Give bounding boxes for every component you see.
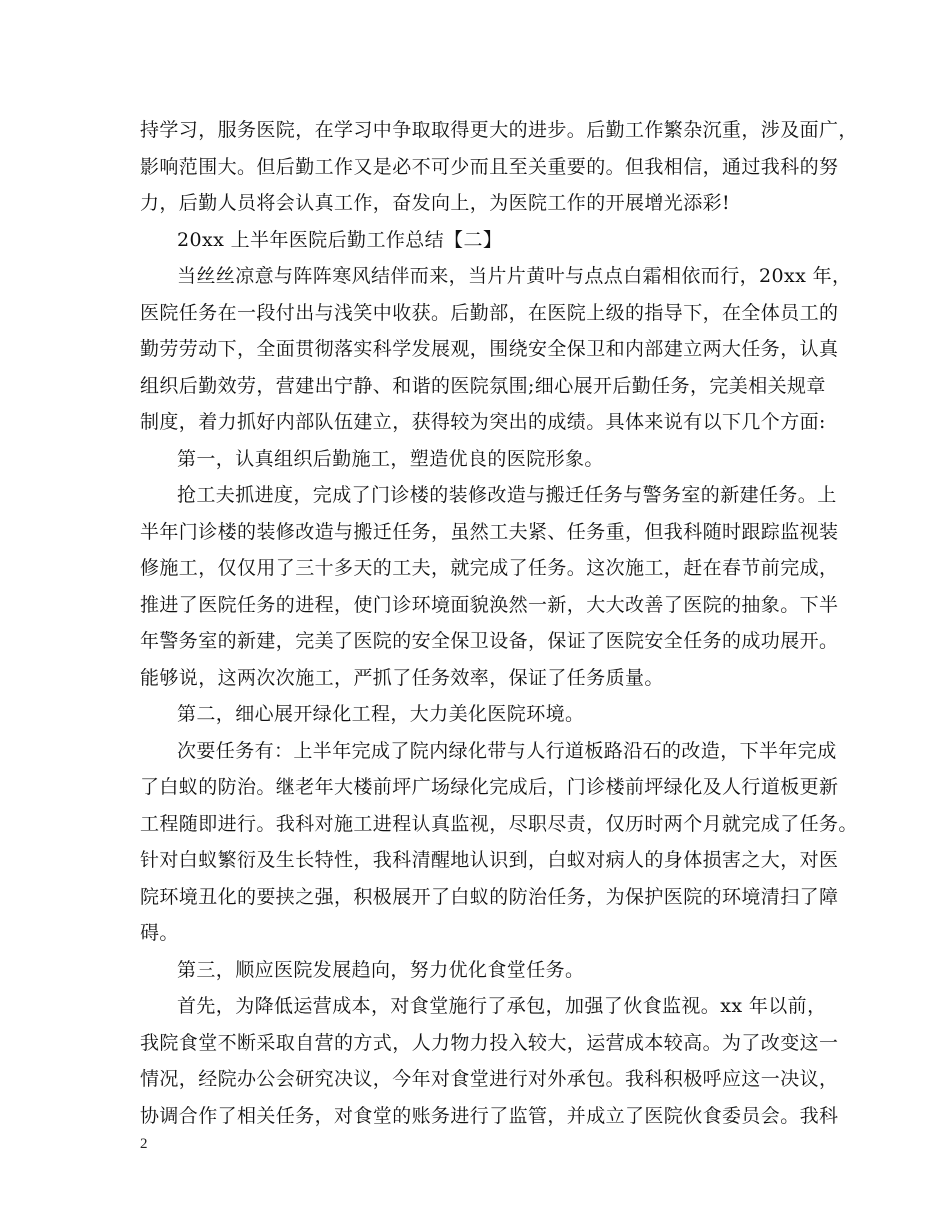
paragraph-line: 半年门诊楼的装修改造与搬迁任务，虽然工夫紧、任务重，但我科随时跟踪监视装 [140,520,839,543]
paragraph-line: 推进了医院任务的进程，使门诊环境面貌涣然一新，大大改善了医院的抽象。下半 [140,593,839,616]
paragraph-line: 年警务室的新建，完美了医院的安全保卫设备，保证了医院安全任务的成功展开。 [140,630,839,652]
paragraph-first-line: 第三，顺应医院发展趋向，努力优化食堂任务。 [177,958,585,981]
paragraph-line: 碍。 [140,922,179,944]
paragraph-line: 影响范围大。但后勤工作又是必不可少而且至关重要的。但我相信，通过我科的努 [140,155,839,178]
paragraph-line: 协调合作了相关任务，对食堂的账务进行了监管，并成立了医院伙食委员会。我科 [140,1104,839,1127]
paragraph-line: 医院任务在一段付出与浅笑中收获。后勤部，在医院上级的指导下，在全体员工的 [140,301,839,324]
paragraph-first-line: 当丝丝凉意与阵阵寒风结伴而来，当片片黄叶与点点白霜相依而行，20xx 年， [177,265,852,287]
paragraph-line: 制度，着力抓好内部队伍建立，获得较为突出的成绩。具体来说有以下几个方面: [140,411,826,433]
page-number: 2 [140,1136,148,1152]
paragraph-line: 针对白蚁繁衍及生长特性，我科清醒地认识到，白蚁对病人的身体损害之大，对医 [140,849,839,871]
paragraph-line: 力，后勤人员将会认真工作，奋发向上，为医院工作的开展增光添彩! [140,192,731,214]
paragraph-line: 修施工，仅仅用了三十多天的工夫，就完成了任务。这次施工，赶在春节前完成， [140,557,839,579]
paragraph-line: 组织后勤效劳，营建出宁静、和谐的医院氛围;细心展开后勤任务，完美相关规章 [140,374,826,397]
paragraph-line: 院环境丑化的要挟之强，积极展开了白蚁的防治任务，为保护医院的环境清扫了障 [140,885,839,908]
paragraph-line: 我院食堂不断采取自营的方式，人力物力投入较大，运营成本较高。为了改变这一 [140,1031,839,1054]
paragraph-line: 勤劳劳动下，全面贯彻落实科学发展观，围绕安全保卫和内部建立两大任务，认真 [140,338,839,360]
paragraph-first-line: 第二，细心展开绿化工程，大力美化医院环境。 [177,703,585,725]
paragraph-line: 了白蚁的防治。继老年大楼前坪广场绿化完成后，门诊楼前坪绿化及人行道板更新 [140,776,839,798]
document-body [140,112,858,1134]
paragraph-line: 持学习，服务医院，在学习中争取取得更大的进步。后勤工作繁杂沉重，涉及面广， [140,119,858,141]
paragraph-line: 情况，经院办公会研究决议，今年对食堂进行对外承包。我科积极呼应这一决议， [140,1068,839,1090]
paragraph-first-line: 抢工夫抓进度，完成了门诊楼的装修改造与搬迁任务与警务室的新建任务。上 [177,484,837,506]
paragraph-first-line: 次要任务有：上半年完成了院内绿化带与人行道板路沿石的改造，下半年完成 [177,739,837,762]
paragraph-first-line: 首先，为降低运营成本，对食堂施行了承包，加强了伙食监视。xx 年以前， [177,995,827,1017]
paragraph-first-line: 20xx 上半年医院后勤工作总结【二】 [177,228,503,251]
paragraph-line: 能够说，这两次次施工，严抓了任务效率，保证了任务质量。 [140,666,664,689]
paragraph-line: 工程随即进行。我科对施工进程认真监视，尽职尽责，仅历时两个月就完成了任务。 [140,812,858,835]
paragraph-first-line: 第一，认真组织后勤施工，塑造优良的医院形象。 [177,447,604,470]
